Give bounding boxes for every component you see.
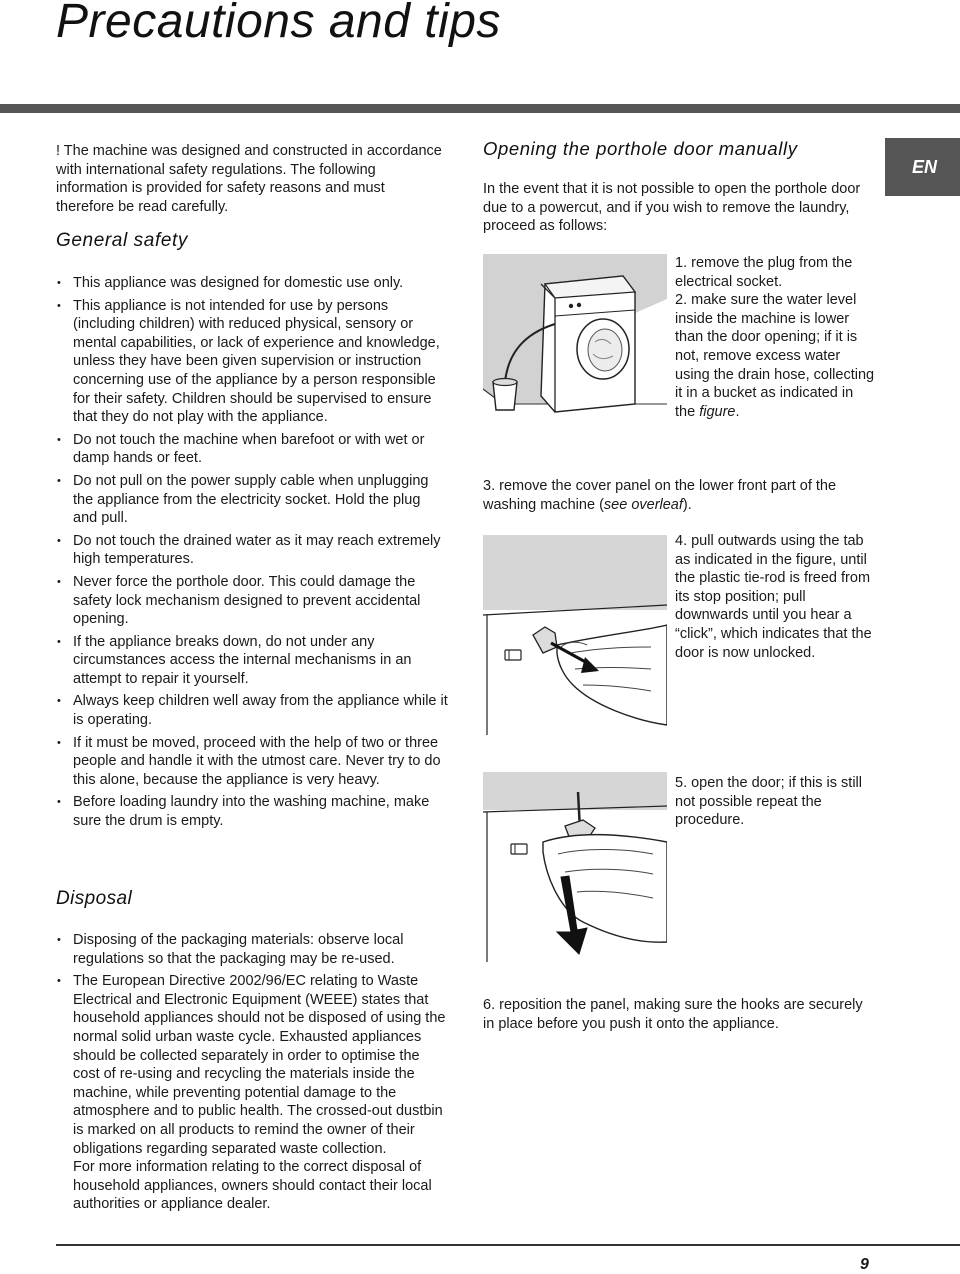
list-item: • This appliance is not intended for use by persons (including children) with reduced physical, sensory or mental capabilities, or lack of experience and knowledge, unless they have been given supervision or instruction concerning use of the appliance by a person responsible for their safety. Children should be supervised to ensure that they do not play with the appliance. (56, 297, 448, 427)
list-item: • Do not touch the drained water as it may reach extremely high temperatures. (56, 532, 448, 569)
opening-heading: Opening the porthole door manually (483, 138, 798, 159)
step-3 (483, 477, 873, 514)
step-2-end: . (735, 403, 740, 420)
disposal-heading: Disposal (56, 888, 133, 909)
list-item: • Never force the porthole door. This could damage the safety lock mechanism designed to prevent accidental opening. (56, 573, 448, 629)
language-tab: EN (885, 138, 960, 196)
washing-machine-drain-illustration (483, 254, 667, 434)
list-item: • This appliance was designed for domestic use only. (56, 274, 448, 293)
step-6: 6. reposition the panel, making sure the hooks are securely in place before you push it onto the appliance. (483, 997, 863, 1032)
header-rule (0, 104, 960, 113)
list-item: • Do not pull on the power supply cable when unplugging the appliance from the electricity socket. Hold the plug and pull. (56, 472, 448, 528)
weee-text: The European Directive 2002/96/EC relating to Waste Electrical and Electronic Equipment (WEEE) states that household appliances should not be disposed of using the normal solid urban waste cycle. Exhausted appliances should be collected separately in order to optimise the cost of re-using and recycling the materials inside the machine, while preventing potential damage to the atmosphere and to public health. The crossed-out dustbin is marked on all products to remind the owner of their obligations regarding separated waste collection. (73, 973, 446, 1157)
tie-rod-pull-down-illustration (483, 772, 667, 962)
general-safety-list (56, 274, 448, 835)
general-safety-heading: General safety (56, 230, 188, 251)
door-tab-pull-illustration (483, 535, 667, 735)
list-item: • Before loading laundry into the washing machine, make sure the drum is empty. (56, 793, 448, 830)
step-2-text: 2. make sure the water level inside the machine is lower than the door opening; if it is not, remove excess water using the drain hose, collecting it in a bucket as indicated in the (675, 292, 875, 420)
step-1-text: 1. remove the plug from the electrical socket. (675, 255, 853, 290)
list-item: • Always keep children well away from the appliance while it is operating. (56, 692, 448, 729)
page-number: 9 (860, 1256, 869, 1273)
step-3-see-overleaf: see overleaf (603, 496, 683, 513)
list-item: • If the appliance breaks down, do not under any circumstances access the internal mechanisms in an attempt to repair it yourself. (56, 633, 448, 689)
opening-intro: In the event that it is not possible to open the porthole door due to a powercut, and if you wish to remove the laundry, proceed as follows: (483, 181, 861, 235)
step-4: 4. pull outwards using the tab as indicated in the figure, until the plastic tie-rod is freed from its stop position; pull downwards until you hear a “click”, which indicates that the door is now unlocked. (675, 533, 872, 661)
step-5: 5. open the door; if this is still not possible repeat the procedure. (675, 775, 862, 829)
list-item (56, 972, 448, 1214)
footer-rule (56, 1244, 960, 1246)
list-item: • Disposing of the packaging materials: observe local regulations so that the packaging may be re-used. (56, 931, 448, 968)
step-1-2 (675, 254, 875, 421)
list-item: • Do not touch the machine when barefoot or with wet or damp hands or feet. (56, 431, 448, 468)
intro-text: ! The machine was designed and constructed in accordance with international safety regulations. The following information is provided for safety reasons and must therefore be read carefully. (56, 143, 442, 215)
disposal-extra-text: For more information relating to the correct disposal of household appliances, owners should contact their local authorities or appliance dealer. (73, 1159, 432, 1213)
step-3-text: 3. remove the cover panel on the lower front part of the washing machine ( (483, 478, 837, 513)
disposal-list (56, 931, 448, 1214)
page-title: Precautions and tips (56, 0, 501, 48)
list-item: • If it must be moved, proceed with the help of two or three people and handle it with the utmost care. Never try to do this alone, because the appliance is very heavy. (56, 734, 448, 790)
step-3-end: ). (682, 496, 692, 513)
step-2-figure-word: figure (699, 403, 736, 420)
